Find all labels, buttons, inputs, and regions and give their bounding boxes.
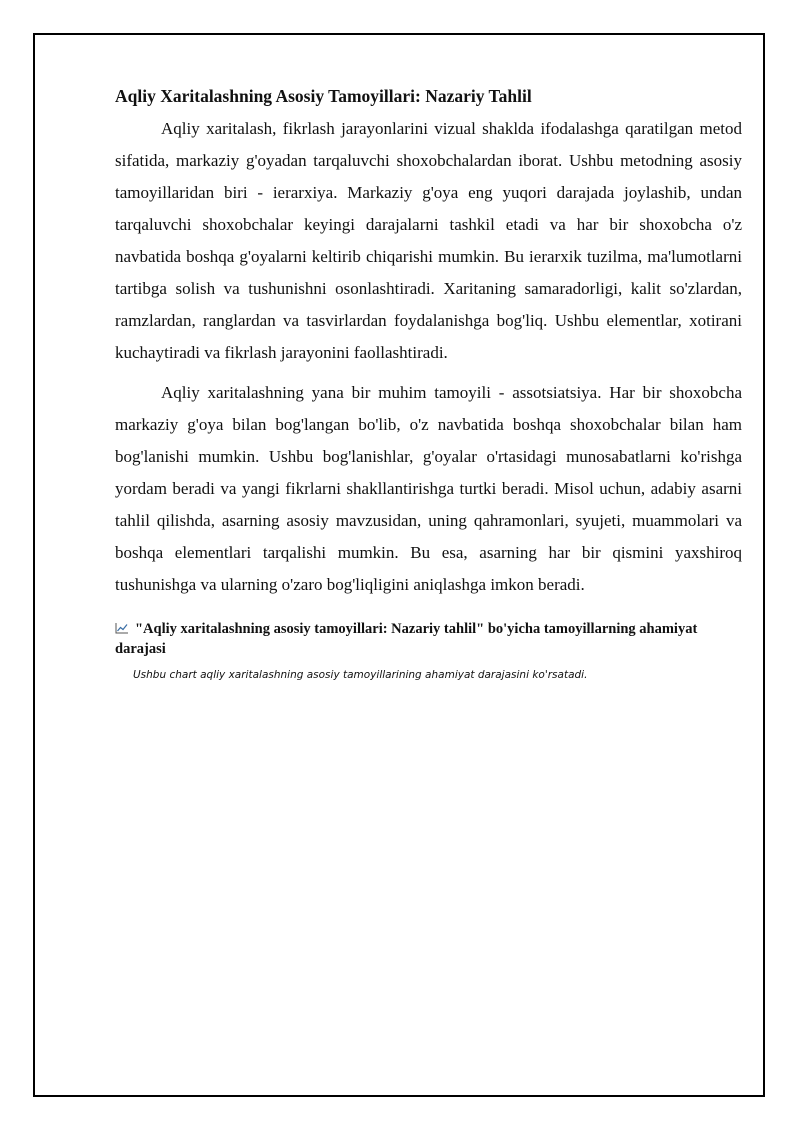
chart-caption bbox=[115, 619, 742, 659]
document-title: Aqliy Xaritalashning Asosiy Tamoyillari: Nazariy Tahlil bbox=[115, 86, 532, 106]
chart-description: Ushbu chart aqliy xaritalashning asosiy tamoyillarining ahamiyat darajasini ko'rsatadi. bbox=[133, 669, 588, 681]
paragraph-association: Aqliy xaritalashning yana bir muhim tamoyili - assotsiatsiya. Har bir shoxobcha markaziy g'oya bilan bog'langan bo'lib, o'z navbatida boshqa shoxobchalar bilan ham bog'lanishi mumkin. Ushbu bog'lanishlar, g'oyalar o'rtasidagi munosabatlarni ko'rishga yordam beradi va yangi fikrlarni shakllantirishga turtki beradi. Misol uchun, adabiy asarni tahlil qilishda, asarning asosiy mavzusidan, uning qahramonlari, syujeti, muammolari va boshqa elementlari tarqalishi mumkin. Bu esa, asarning har bir qismini yaxshiroq tushunishga va ularning o'zaro bog'liqligini aniqlashga imkon beradi. bbox=[115, 383, 742, 594]
chart-line-icon bbox=[115, 622, 129, 634]
chart-caption-text: "Aqliy xaritalashning asosiy tamoyillari: Nazariy tahlil" bo'yicha tamoyillarning ahamiyat darajasi bbox=[115, 621, 698, 657]
document-body bbox=[115, 84, 742, 683]
paragraph-hierarchy: Aqliy xaritalash, fikrlash jarayonlarini vizual shaklda ifodalashga qaratilgan metod sifatida, markaziy g'oyadan tarqaluvchi shoxobchalardan iborat. Ushbu metodning asosiy tamoyillaridan biri - ierarxiya. Markaziy g'oya eng yuqori darajada joylashib, undan tarqaluvchi shoxobchalar keyingi darajalarni tashkil etadi va har bir shoxobcha o'z navbatida boshqa g'oyalarni keltirib chiqarishi mumkin. Bu ierarxik tuzilma, ma'lumotlarni tartibga solish va tushunishni osonlashtiradi. Xaritaning samaradorligi, kalit so'zlardan, ramzlardan, ranglardan va tasvirlardan foydalanishga bog'liq. Ushbu elementlar, xotirani kuchaytiradi va fikrlash jarayonini faollashtiradi. bbox=[115, 119, 742, 362]
